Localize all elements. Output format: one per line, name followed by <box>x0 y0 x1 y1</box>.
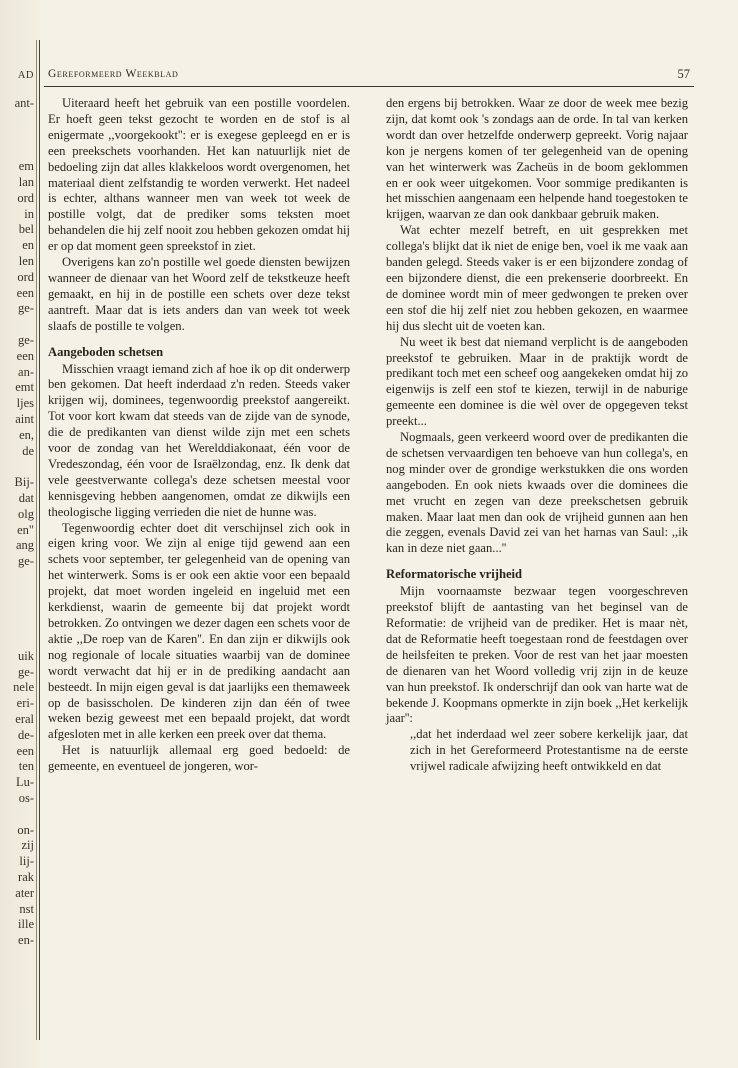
section-heading: Aangeboden schetsen <box>48 344 164 359</box>
previous-page-line <box>0 112 34 128</box>
paragraph: Nu weet ik best dat niemand verplicht is de aangeboden preekstof te gebruiken. Maar in de praktijk wordt de predikant toch met een scheef oog aangekeken omdat hij zo eigenwijs is zelf een stof te kiezen, terwijl in de naburige gemeente een dominee is die wèl over de opgegeven tekst preekt... <box>386 334 688 429</box>
header-rule <box>44 86 694 87</box>
previous-page-line <box>0 807 34 823</box>
previous-page-line: ord <box>17 269 34 284</box>
previous-page-line: eral <box>15 712 34 727</box>
previous-page-line: nele <box>13 680 34 695</box>
previous-page-line <box>0 617 34 633</box>
previous-page-line <box>0 633 34 649</box>
previous-page-text-fragment <box>0 96 34 949</box>
block-quote: ,,dat het inderdaad wel zeer sobere kerkelijk jaar, dat zich in het Gereformeerd Protestantisme na de eerste vrijwel radicale afwijzing heeft ontwikkeld en dat <box>410 727 688 774</box>
previous-page-line: an- <box>18 364 34 379</box>
previous-page-line: ge- <box>18 554 34 569</box>
previous-page-line: en, <box>19 427 34 442</box>
previous-page-line: ge- <box>18 332 34 347</box>
previous-page-line <box>0 143 34 159</box>
previous-page-line: Lu- <box>15 775 34 790</box>
previous-page-line: uik <box>18 648 34 663</box>
previous-page-line: eri- <box>16 696 34 711</box>
running-head: Gereformeerd Weekblad <box>48 68 179 80</box>
previous-page-line: de- <box>18 727 34 742</box>
previous-page-line: ge- <box>18 301 34 316</box>
previous-page-line: os- <box>18 791 34 806</box>
previous-page-line <box>0 128 34 144</box>
paragraph: Uiteraard heeft het gebruik van een postille voordelen. Er hoeft geen tekst gezocht te worden en de stof is al enigermate ,,voorgekookt'': er is exegese gepleegd en er is een preekschets voorhanden. Het kan natuurlijk niet de bedoeling zijn dat alles klakkeloos wordt overgenomen, het materiaal dient zelfstandig te worden verwerkt. Het nadeel is echter, althans wanneer men van week tot week de postille volgt, dat de prediker soms teksten moet behandelen die hij zelf nooit zou hebben gekozen omdat hij er op dat moment geen spreekstof in ziet. <box>48 96 350 254</box>
previous-page-line: em <box>18 159 34 174</box>
previous-page-line: nst <box>19 901 34 916</box>
previous-page-header-fragment: AD <box>17 70 34 81</box>
previous-page-line: en- <box>18 933 34 948</box>
previous-page-line: ater <box>15 885 34 900</box>
previous-page-line <box>0 602 34 618</box>
previous-page-line: ten <box>18 759 34 774</box>
previous-page-line: ord <box>17 190 34 205</box>
right-column <box>386 96 688 775</box>
previous-page-line: ille <box>18 917 34 932</box>
previous-page-line: rak <box>18 870 34 885</box>
previous-page-line: emt <box>15 380 34 395</box>
previous-page-line: lan <box>18 174 34 189</box>
previous-page-line <box>0 317 34 333</box>
page-number: 57 <box>677 67 690 81</box>
left-column <box>48 96 350 775</box>
previous-page-line: de <box>22 443 34 458</box>
paragraph: Misschien vraagt iemand zich af hoe ik op dit onderwerp ben gekomen. Dat heeft inderdaad z'n reden. Steeds vaker krijgen wij, dominees, tegenwoordig preekstof aangereikt. Tot voor kort kwam dat steeds van de zijde van de synode, die de predikanten van dienst wilde zijn met een schets voor de zondag van het Werelddiakonaat, één voor de Vredeszondag, één voor de Israëlzondag, enz. Ik denk dat vele geestverwante collega's deze schetsen meestal voor kennisgeving hebben aangenomen, omdat ze dikwijls een theologische ligging verrieden die niet de hunne was. <box>48 361 350 519</box>
previous-page-line: bel <box>18 222 34 237</box>
previous-page-line: ang <box>15 538 34 553</box>
previous-page-line: ge- <box>18 664 34 679</box>
previous-page-line: en" <box>17 522 34 537</box>
previous-page-line: ant- <box>14 96 34 110</box>
paragraph: den ergens bij betrokken. Waar ze door de week mee bezig zijn, dat komt ook 's zondags aan de orde. In tal van kerken wordt dan over hetzelfde onderwerp gepreekt. Vorig najaar kon je nergens komen of ter gelegenheid van de opening van het winterwerk was Zacheüs in de boom geklommen en er ook weer uitgekomen. Voor sommige predikanten is het misschien aangenaam een helpende hand toegestoken te krijgen, waarvan ze dan ook dankbaar gebruik maken. <box>386 96 688 222</box>
previous-page-line <box>0 570 34 586</box>
paragraph: Overigens kan zo'n postille wel goede diensten bewijzen wanneer de dienaar van het Woord zelf de tekstkeuze heeft gemaakt, en hij in de postille een schets over deze tekst aantreft. Maar dat is iets anders dan van week tot week slaafs de postille te volgen. <box>48 255 350 333</box>
paragraph: Mijn voornaamste bezwaar tegen voorgeschreven preekstof blijft de aantasting van het beginsel van de Reformatie: de vrijheid van de prediker. Het is maar nèt, dat de Reformatie heeft toegestaan rond de feestdagen over de heilsfeiten te preken. Voor de rest van het jaar moesten de dienaren van het Woord volledig vrij zijn in de keuze van hun preekstof. Ik onderschrijf dan ook van harte wat de bekende J. Koopmans opmerkte in zijn boek ,,Het kerkelijk jaar'': <box>386 584 688 726</box>
previous-page-line: lij- <box>19 854 34 869</box>
previous-page-line: een <box>16 285 34 300</box>
previous-page-line: len <box>18 253 34 268</box>
previous-page-line: aint <box>15 411 34 426</box>
previous-page-line: Bij- <box>14 475 34 490</box>
previous-page-line: in <box>24 206 34 221</box>
paragraph: Tegenwoordig echter doet dit verschijnsel zich ook in eigen kring voor. We zijn al enige tijd gewend aan een schets voor september, ter gelegenheid van de opening van het winterwerk. Soms is er ook een aktie voor een bepaald projekt, dat moet worden ingeleid en ingeluid met een kerkdienst, waarin de gemeente bij dat projekt wordt betrokken. Zo ontvingen we dezer dagen een schets voor de aktie ,,De roep van de Karen''. En dan zijn er dikwijls ook nog regionale of locale situaties waarbij van de dominee wordt verwacht dat hij er in de prediking aandacht aan besteedt. In mijn eigen geval is dat jaarlijks een themaweek op de basisscholen. De kinderen zijn dan één of twee weken bezig geweest met een bepaald projekt, dat wordt afgesloten met in alle kerken een preek over dat thema. <box>48 520 350 742</box>
paragraph: Nogmaals, geen verkeerd woord over de predikanten die de schetsen vervaardigen ten behoeve van hun collega's, en nog minder over de grondige werkstukken die ons worden aangeboden. En ook niets kwaads over die dominees die met vrucht en zegen van deze preekschetsen gebruik maken. Maar laat men dan ook de vrijheid gunnen aan hen die zeggen, evenals David zei van het harnas van Saul: ,,ik kan in deze niet gaan...'' <box>386 430 688 556</box>
previous-page-line: olg <box>18 506 34 521</box>
previous-page-line: ljes <box>16 396 34 411</box>
previous-page-line: een <box>16 743 34 758</box>
previous-page-line: on- <box>17 822 34 837</box>
previous-page-line: zij <box>21 838 34 853</box>
previous-page-line: een <box>16 348 34 363</box>
binding-line <box>36 40 37 1040</box>
section-heading: Reformatorische vrijheid <box>386 567 523 582</box>
paragraph: Het is natuurlijk allemaal erg goed bedoeld: de gemeente, en eventueel de jongeren, wor- <box>48 743 350 774</box>
previous-page-line: dat <box>18 490 34 505</box>
previous-page-line <box>0 586 34 602</box>
previous-page-line <box>0 459 34 475</box>
previous-page-line: en <box>22 238 34 253</box>
paragraph: Wat echter mezelf betreft, en uit gesprekken met collega's blijkt dat ik niet de enige ben, voel ik me vaak aan banden gelegd. Steeds vaker is er een bijzondere zondag of een bijzondere dienst, die een prekenserie doorbreekt. En de dominee wordt min of meer gedwongen te preken over een stof die hij zelf niet zou hebben gekozen, en waarmee hij dus slecht uit de voeten kan. <box>386 223 688 333</box>
